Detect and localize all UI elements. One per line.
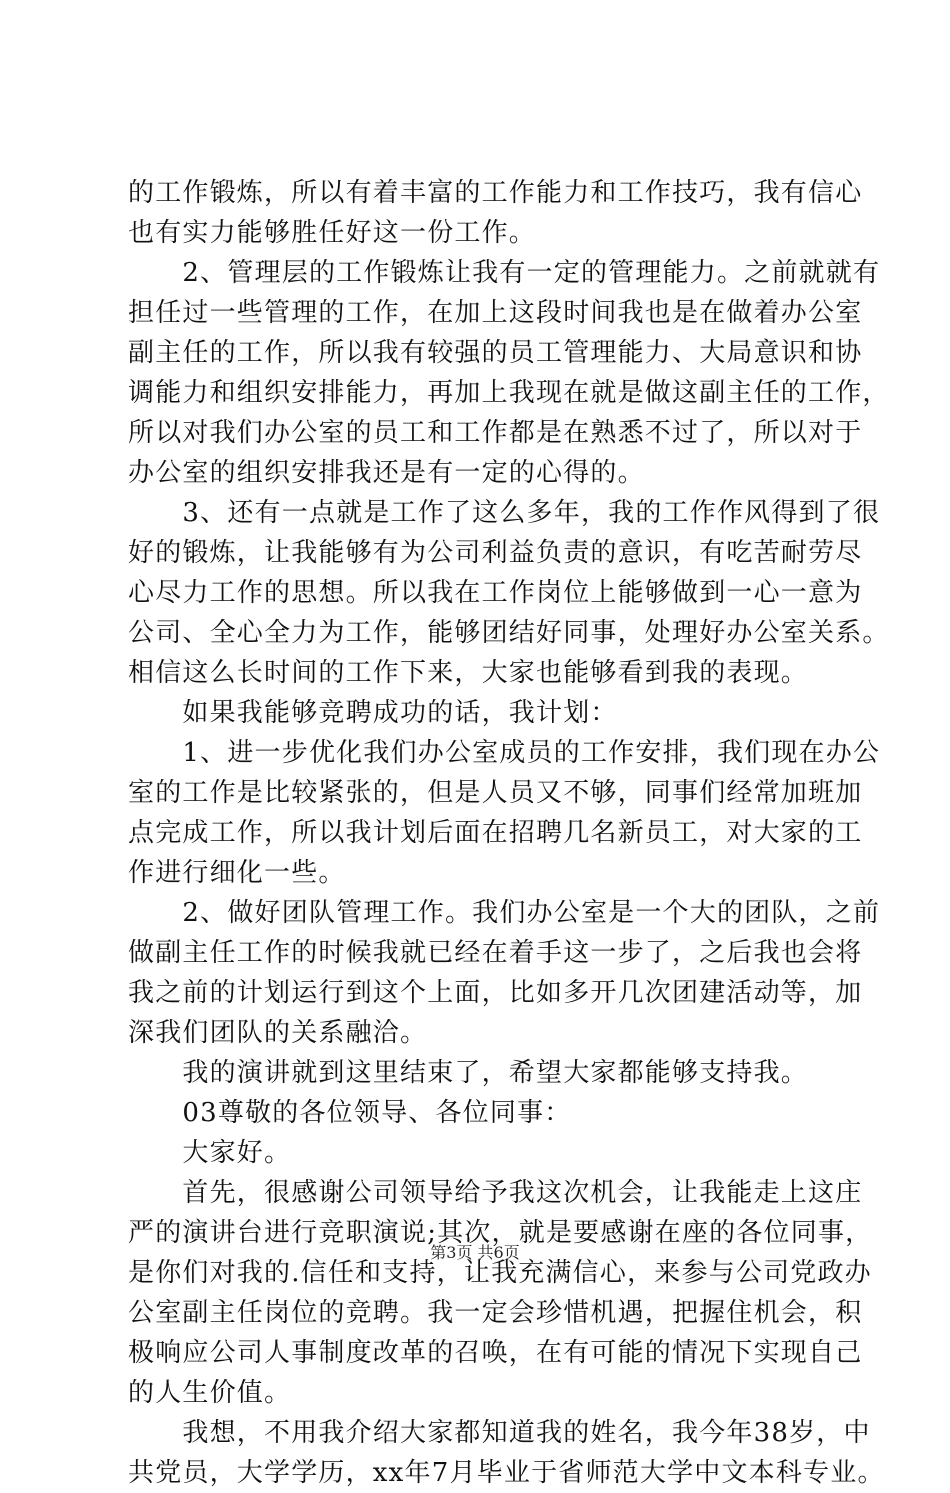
text-line: 公司、全心全力为工作，能够团结好同事，处理好办公室关系。 xyxy=(128,618,890,648)
text-line: 心尽力工作的思想。所以我在工作岗位上能够做到一心一意为 xyxy=(128,578,863,608)
text-line: 严的演讲台进行竞职演说;其次，就是要感谢在座的各位同事， xyxy=(128,1218,873,1248)
text-line: 深我们团队的关系融洽。 xyxy=(128,1018,428,1048)
text-line: 1、进一步优化我们办公室成员的工作安排，我们现在办公 xyxy=(128,738,881,768)
text-line: 所以对我们办公室的员工和工作都是在熟悉不过了，所以对于 xyxy=(128,418,863,448)
text-line: 调能力和组织安排能力，再加上我现在就是做这副主任的工作， xyxy=(128,378,890,408)
text-line: 2、做好团队管理工作。我们办公室是一个大的团队，之前 xyxy=(128,898,881,928)
text-line: 3、还有一点就是工作了这么多年，我的工作作风得到了很 xyxy=(128,498,881,528)
text-line: 2、管理层的工作锻炼让我有一定的管理能力。之前就就有 xyxy=(128,258,881,288)
text-line: 我的演讲就到这里结束了，希望大家都能够支持我。 xyxy=(128,1058,809,1088)
text-line: 极响应公司人事制度改革的召唤，在有可能的情况下实现自己 xyxy=(128,1338,863,1368)
text-line: 如果我能够竞聘成功的话，我计划： xyxy=(128,698,618,728)
body-text xyxy=(128,173,890,1493)
text-line: 相信这么长时间的工作下来，大家也能够看到我的表现。 xyxy=(128,658,809,688)
text-line: 公室副主任岗位的竞聘。我一定会珍惜机遇，把握住机会，积 xyxy=(128,1298,863,1328)
text-line: 的工作锻炼，所以有着丰富的工作能力和工作技巧，我有信心 xyxy=(128,178,863,208)
text-line: 副主任的工作，所以我有较强的员工管理能力、大局意识和协 xyxy=(128,338,863,368)
page-number-footer: 第3页 共6页 xyxy=(430,1243,520,1262)
text-line: 大家好。 xyxy=(128,1138,292,1168)
text-line: 也有实力能够胜任好这一份工作。 xyxy=(128,218,537,248)
text-line: 首先，很感谢公司领导给予我这次机会，让我能走上这庄 xyxy=(128,1178,863,1208)
text-line: 我之前的计划运行到这个上面，比如多开几次团建活动等，加 xyxy=(128,978,863,1008)
text-line: 点完成工作，所以我计划后面在招聘几名新员工，对大家的工 xyxy=(128,818,863,848)
text-line: 好的锻炼，让我能够有为公司利益负责的意识，有吃苦耐劳尽 xyxy=(128,538,863,568)
text-line: 是你们对我的.信任和支持，让我充满信心，来参与公司党政办 xyxy=(128,1258,872,1288)
text-line: 做副主任工作的时候我就已经在着手这一步了，之后我也会将 xyxy=(128,938,863,968)
text-line: 的人生价值。 xyxy=(128,1378,292,1408)
text-line: 担任过一些管理的工作，在加上这段时间我也是在做着办公室 xyxy=(128,298,863,328)
text-line: 我想，不用我介绍大家都知道我的姓名，我今年38岁，中 xyxy=(128,1418,871,1448)
text-line: 室的工作是比较紧张的，但是人员又不够，同事们经常加班加 xyxy=(128,778,863,808)
text-line: 办公室的组织安排我还是有一定的心得的。 xyxy=(128,458,645,488)
text-line: 作进行细化一些。 xyxy=(128,858,346,888)
text-line: 03尊敬的各位领导、各位同事： xyxy=(128,1098,572,1128)
text-line: 共党员，大学学历，xx年7月毕业于省师范大学中文本科专业。 xyxy=(128,1458,885,1488)
